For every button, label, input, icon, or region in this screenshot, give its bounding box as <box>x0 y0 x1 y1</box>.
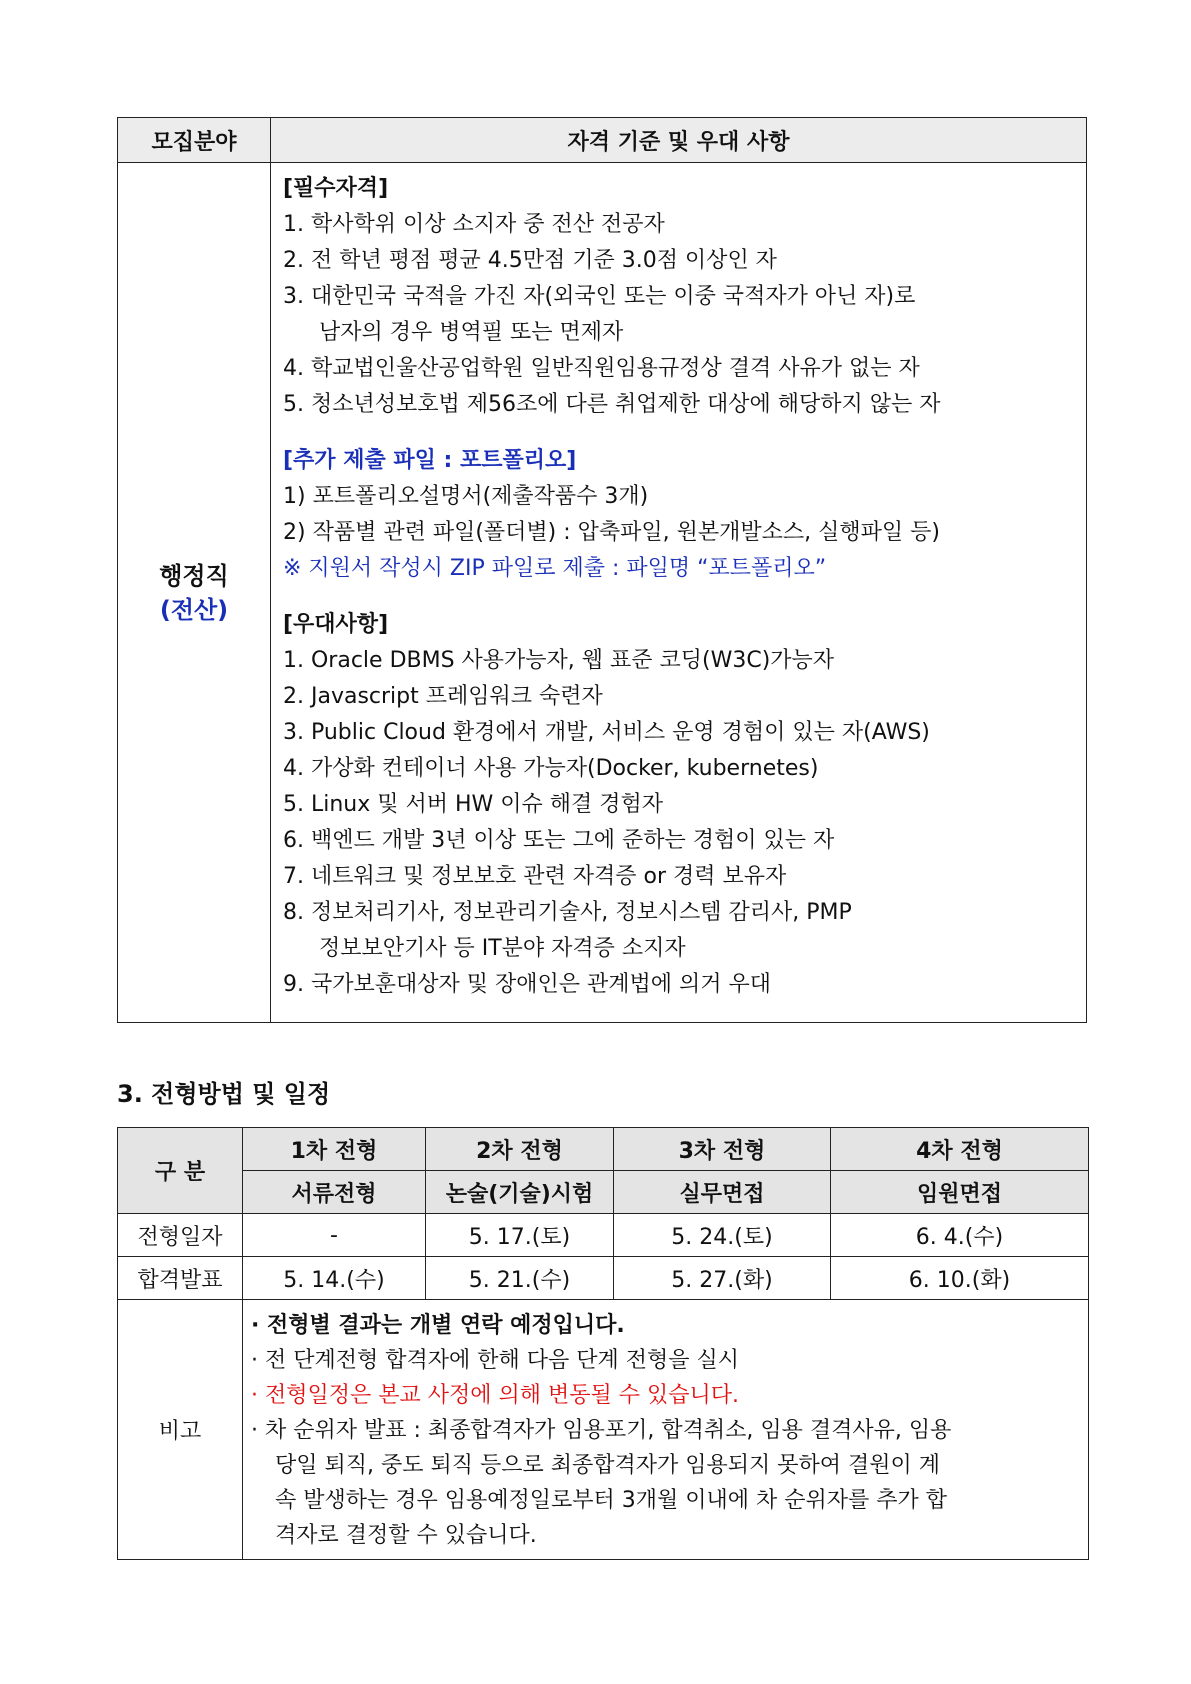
required-item-cont: 남자의 경우 병역필 또는 면제자 <box>319 320 624 345</box>
section-heading: 3. 전형방법 및 일정 <box>117 1080 331 1108</box>
required-item: 2. 전 학년 평점 평균 4.5만점 기준 3.0점 이상인 자 <box>283 248 777 273</box>
stage-header: 2차 전형 <box>426 1128 614 1171</box>
remark-line: · 전형별 결과는 개별 연락 예정입니다. <box>251 1313 625 1338</box>
remark-line: · 차 순위자 발표 : 최종합격자가 임용포기, 합격취소, 임용 결격사유, 임용 <box>251 1418 952 1443</box>
required-item: 3. 대한민국 국적을 가진 자(외국인 또는 이중 국적자가 아닌 자)로 <box>283 284 916 309</box>
schedule-cell: 5. 24.(토) <box>614 1214 831 1257</box>
corner-label: 구 분 <box>118 1128 243 1214</box>
remark-line-cont: 당일 퇴직, 중도 퇴직 등으로 최종합격자가 임용되지 못하여 결원이 계 <box>275 1453 940 1478</box>
schedule-cell: 5. 14.(수) <box>243 1257 426 1300</box>
portfolio-title: [추가 제출 파일 : 포트폴리오] <box>283 448 577 473</box>
preferred-item: 1. Oracle DBMS 사용가능자, 웹 표준 코딩(W3C)가능자 <box>283 648 835 673</box>
preferred-item: 7. 네트워크 및 정보보호 관련 자격증 or 경력 보유자 <box>283 864 787 889</box>
stage-header: 4차 전형 <box>831 1128 1089 1171</box>
criteria-content <box>271 163 1087 1023</box>
schedule-table <box>117 1127 1089 1560</box>
stage-type: 실무면접 <box>614 1171 831 1214</box>
preferred-item: 4. 가상화 컨테이너 사용 가능자(Docker, kubernetes) <box>283 756 819 781</box>
stage-type: 서류전형 <box>243 1171 426 1214</box>
required-title: [필수자격] <box>283 176 389 201</box>
preferred-item: 8. 정보처리기사, 정보관리기술사, 정보시스템 감리사, PMP <box>283 900 852 925</box>
preferred-item: 6. 백엔드 개발 3년 이상 또는 그에 준하는 경험이 있는 자 <box>283 828 835 853</box>
stage-type: 논술(기술)시험 <box>426 1171 614 1214</box>
remarks-content <box>243 1300 1089 1560</box>
schedule-cell: 5. 17.(토) <box>426 1214 614 1257</box>
remark-line-cont: 속 발생하는 경우 임용예정일로부터 3개월 이내에 차 순위자를 추가 합 <box>275 1488 947 1513</box>
stage-type: 임원면접 <box>831 1171 1089 1214</box>
remark-line: · 전형일정은 본교 사정에 의해 변동될 수 있습니다. <box>251 1383 739 1408</box>
portfolio-item: 1) 포트폴리오설명서(제출작품수 3개) <box>283 484 649 509</box>
preferred-item: 9. 국가보훈대상자 및 장애인은 관계법에 의거 우대 <box>283 972 771 997</box>
preferred-title: [우대사항] <box>283 612 389 637</box>
field-sub: (전산) <box>159 595 229 624</box>
qualification-table <box>117 117 1087 1023</box>
required-item: 1. 학사학위 이상 소지자 중 전산 전공자 <box>283 212 665 237</box>
field-name: 행정직 <box>159 561 229 590</box>
remark-line: · 전 단계전형 합격자에 한해 다음 단계 전형을 실시 <box>251 1348 739 1373</box>
preferred-item: 3. Public Cloud 환경에서 개발, 서비스 운영 경험이 있는 자(AWS) <box>283 720 930 745</box>
schedule-cell: - <box>243 1214 426 1257</box>
header-criteria: 자격 기준 및 우대 사항 <box>271 118 1087 163</box>
recruitment-field <box>118 163 271 1023</box>
preferred-item-cont: 정보보안기사 등 IT분야 자격증 소지자 <box>319 936 686 961</box>
portfolio-note: ※ 지원서 작성시 ZIP 파일로 제출 : 파일명 “포트폴리오” <box>283 556 827 581</box>
required-item: 4. 학교법인울산공업학원 일반직원임용규정상 결격 사유가 없는 자 <box>283 356 920 381</box>
header-field: 모집분야 <box>118 118 271 163</box>
schedule-cell: 6. 4.(수) <box>831 1214 1089 1257</box>
schedule-cell: 5. 27.(화) <box>614 1257 831 1300</box>
preferred-item: 5. Linux 및 서버 HW 이슈 해결 경험자 <box>283 792 664 817</box>
stage-header: 1차 전형 <box>243 1128 426 1171</box>
row-label: 전형일자 <box>118 1214 243 1257</box>
portfolio-item: 2) 작품별 관련 파일(폴더별) : 압축파일, 원본개발소스, 실행파일 등) <box>283 520 940 545</box>
stage-header: 3차 전형 <box>614 1128 831 1171</box>
schedule-cell: 5. 21.(수) <box>426 1257 614 1300</box>
preferred-item: 2. Javascript 프레임워크 숙련자 <box>283 684 603 709</box>
remarks-label: 비고 <box>118 1300 243 1560</box>
row-label: 합격발표 <box>118 1257 243 1300</box>
required-item: 5. 청소년성보호법 제56조에 다른 취업제한 대상에 해당하지 않는 자 <box>283 392 941 417</box>
schedule-cell: 6. 10.(화) <box>831 1257 1089 1300</box>
remark-line-cont: 격자로 결정할 수 있습니다. <box>275 1523 537 1548</box>
